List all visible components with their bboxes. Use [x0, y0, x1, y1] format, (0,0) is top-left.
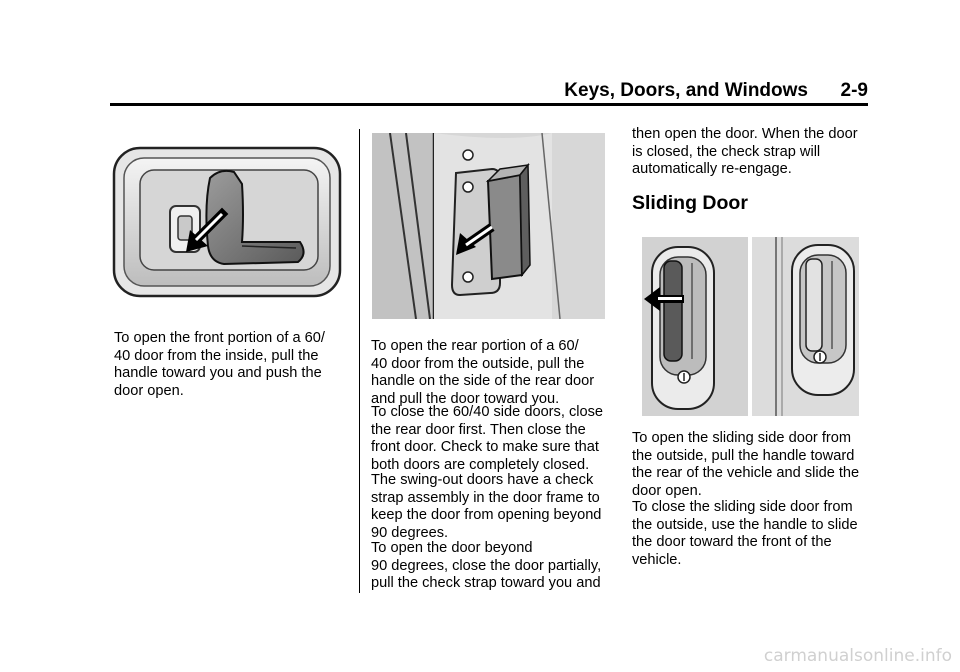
text-line: the outside, pull the handle toward: [632, 447, 855, 464]
text-line: pull the check strap toward you and: [371, 575, 601, 592]
text-line: vehicle.: [632, 551, 682, 568]
section-heading-sliding-door: Sliding Door: [632, 192, 748, 214]
text-line: To open the door beyond: [371, 540, 533, 556]
text-line: automatically re-engage.: [632, 161, 792, 178]
text-line: door open.: [632, 482, 702, 499]
text-line: the outside, use the handle to slide: [632, 516, 858, 533]
sliding-door-open-instructions: [632, 430, 870, 500]
header-rule: [110, 103, 868, 106]
text-line: The swing-out doors have a check: [371, 472, 594, 488]
text-line: the rear of the vehicle and slide the: [632, 465, 860, 482]
text-line: the rear door first. Then close the: [371, 421, 586, 438]
text-line: keep the door from opening beyond: [371, 507, 602, 524]
text-line: handle toward you and push the: [114, 365, 322, 382]
text-line: the door toward the front of the: [632, 534, 832, 551]
text-line: front door. Check to make sure that: [371, 439, 599, 456]
text-line: 40 door from the inside, pull the: [114, 347, 319, 364]
front-door-instructions: [114, 330, 352, 400]
column-divider: [359, 129, 360, 593]
text-line: handle on the side of the rear door: [371, 373, 595, 390]
page-number: 2-9: [840, 80, 868, 101]
text-line: and pull the door toward you.: [371, 390, 560, 407]
text-line: To open the rear portion of a 60/: [371, 338, 579, 354]
text-line: is closed, the check strap will: [632, 143, 821, 160]
sliding-door-close-instructions: [632, 499, 870, 569]
text-line: door open.: [114, 382, 184, 399]
text-line: To open the front portion of a 60/: [114, 330, 325, 346]
text-line: 40 door from the outside, pull the: [371, 355, 585, 372]
text-line: both doors are completely closed.: [371, 456, 590, 473]
text-line: To close the 60/40 side doors, close: [371, 404, 604, 420]
beyond-90-continuation: [632, 126, 870, 179]
rear-door-open-instructions: [371, 338, 609, 408]
beyond-90-instructions: [371, 540, 609, 593]
text-line: To close the sliding side door from: [632, 499, 853, 515]
check-strap-description: [371, 472, 609, 542]
section-title: Keys, Doors, and Windows: [564, 80, 808, 101]
text-line: 90 degrees, close the door partially,: [371, 557, 602, 574]
sliding-door-handle-illustration: [642, 237, 859, 416]
watermark: carmanualsonline.info: [763, 646, 952, 666]
side-door-close-instructions: [371, 404, 609, 474]
text-line: then open the door. When the door: [632, 126, 858, 142]
text-line: strap assembly in the door frame to: [371, 489, 600, 506]
text-line: To open the sliding side door from: [632, 430, 852, 446]
rear-door-check-strap-illustration: [372, 133, 605, 319]
interior-door-handle-illustration: [112, 146, 344, 300]
text-line: 90 degrees.: [371, 524, 449, 541]
